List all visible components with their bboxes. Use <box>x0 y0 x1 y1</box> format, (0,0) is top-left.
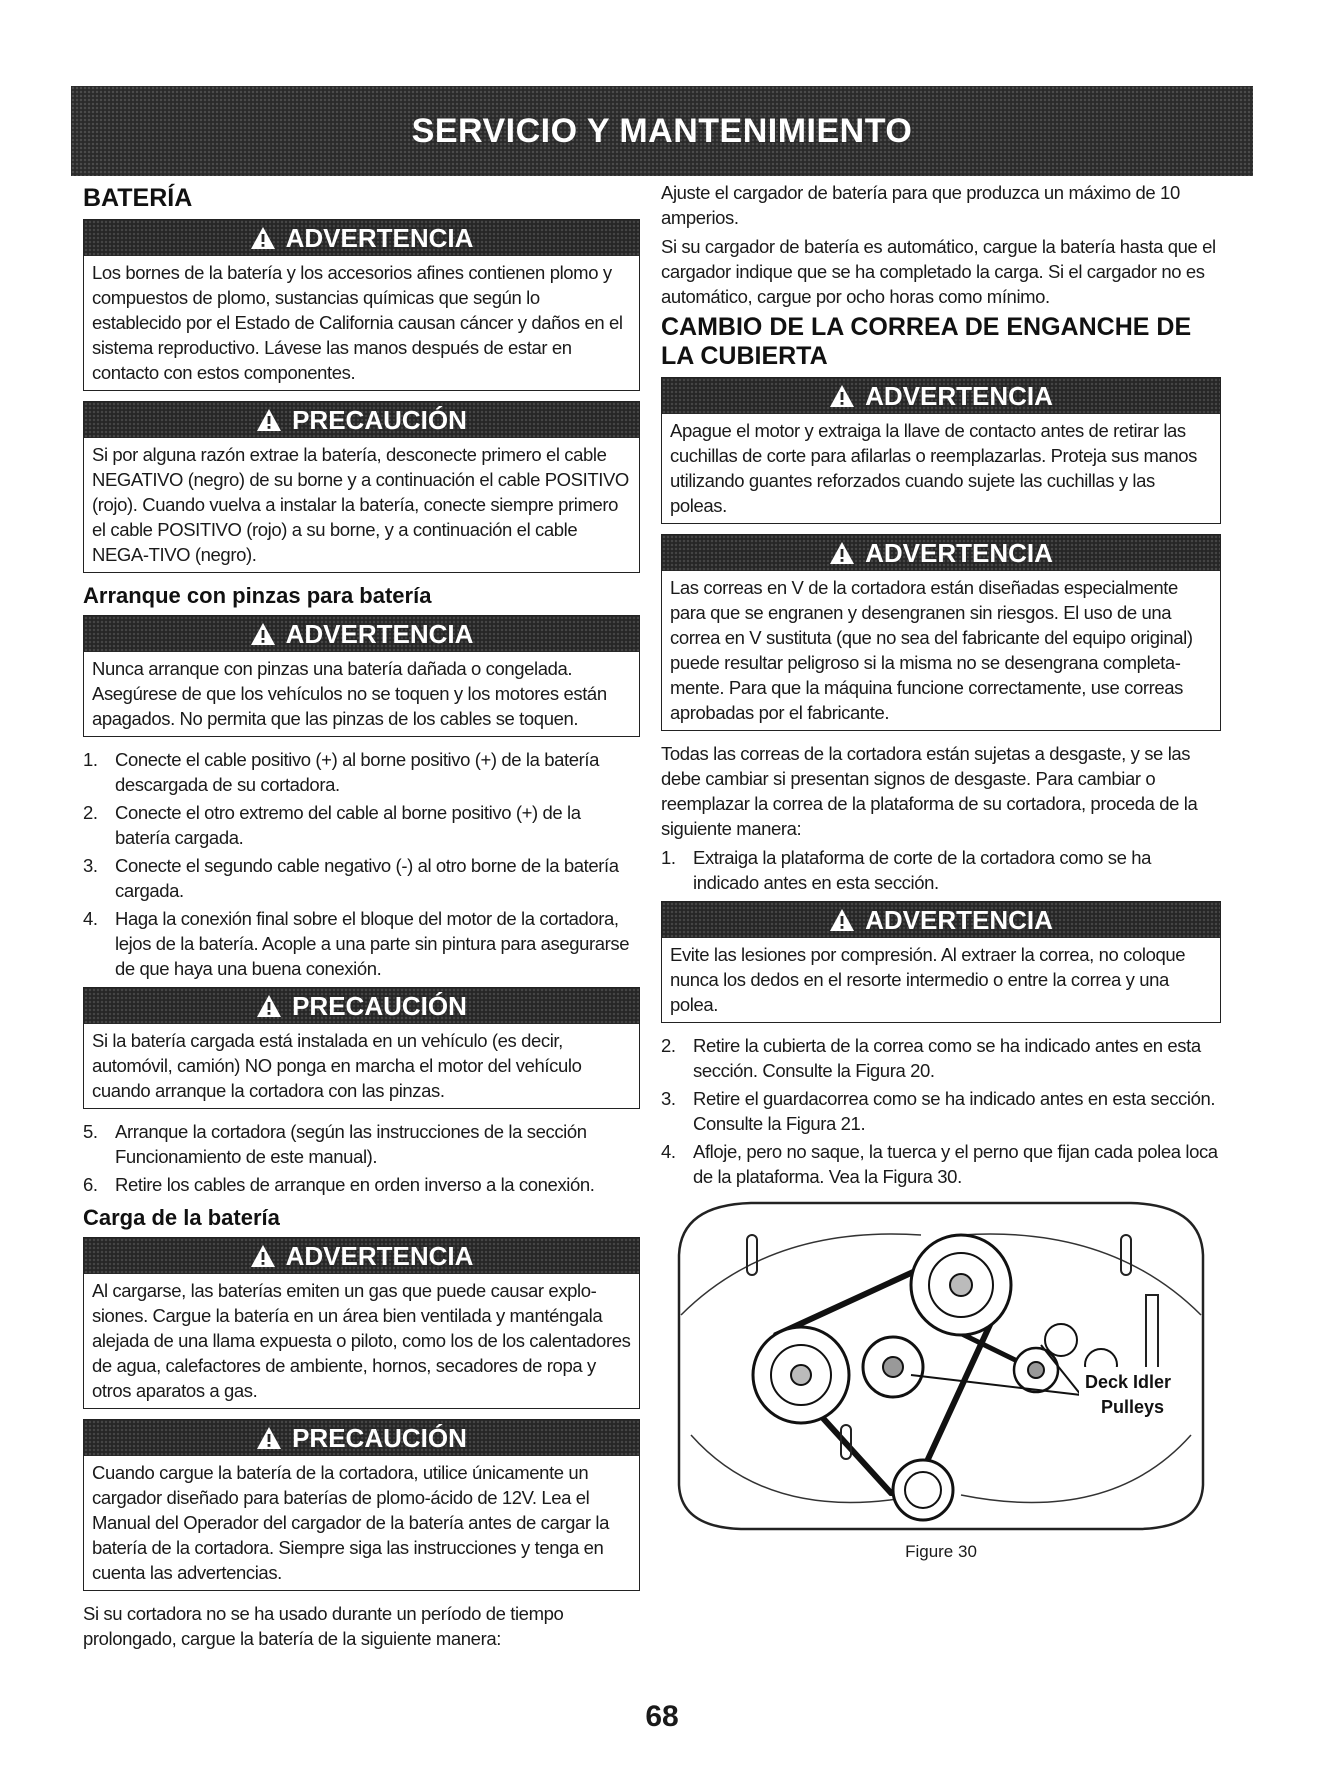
caution-box-text: Si por alguna razón extrae la batería, desconecte primero el cable NEGATIVO (negro) de su borne y a continuación el cable POSITIVO (rojo). Cuando vuelva a instalar la batería, conecte siempre primero el cable POSITIVO (rojo) a su borne, y a continuación el cable NEGA-TIVO (negro). <box>92 444 629 565</box>
warning-box-v-belts <box>661 534 1221 731</box>
warning-box-jump-start <box>83 615 640 737</box>
automatic-charger-paragraph: Si su cargador de batería es automático, cargue la batería hasta que el cargador indique que se ha completado la carga. Si el cargador no es automático, cargue por ocho horas como mínimo. <box>661 236 1216 307</box>
warning-triangle-icon <box>250 622 276 646</box>
list-item: 4. Haga la conexión final sobre el bloque del motor de la cortadora, lejos de la batería. Acople a una parte sin pintura para asegurarse de que haya una buena conexión. <box>83 908 630 979</box>
list-item: 6. Retire los cables de arranque en orden inverso a la conexión. <box>83 1174 595 1195</box>
warning-box-label: ADVERTENCIA <box>285 618 474 649</box>
warning-triangle-icon <box>250 1244 276 1268</box>
figure-30-deck-belt <box>661 1195 1221 1655</box>
warning-box-charging-gas <box>83 1237 640 1409</box>
caution-box-charger <box>83 1419 640 1591</box>
page-title: SERVICIO Y MANTENIMIENTO <box>411 111 913 150</box>
belt-steps <box>661 845 1221 895</box>
charging-intro-paragraph: Si su cortadora no se ha usado durante un período de tiempo prolongado, cargue la batería de la siguiente manera: <box>83 1603 564 1649</box>
caution-box-text: Cuando cargue la batería de la cortadora, utilice únicamente un cargador diseñado para baterías de plomo-ácido de 12V. Lea el Manual del Operador del cargador de la batería antes de cargar la batería de la cortadora. Siempre siga las instrucciones y tenga en cuenta las advertencias. <box>92 1462 610 1583</box>
list-item: 1. Conecte el cable positivo (+) al borne positivo (+) de la batería descargada de su cortadora. <box>83 749 600 795</box>
left-column <box>83 180 640 1655</box>
caution-box-label: PRECAUCIÓN <box>292 990 467 1021</box>
warning-triangle-icon <box>250 226 276 250</box>
warning-box-blades <box>661 377 1221 524</box>
jump-start-steps <box>83 747 640 981</box>
caution-box-header <box>84 1420 639 1456</box>
figure-caption: Figure 30 <box>905 1542 977 1561</box>
list-item: 5. Arranque la cortadora (según las instrucciones de la sección Funcionamiento de este manual). <box>83 1121 587 1167</box>
warning-box-text: Apague el motor y extraiga la llave de contacto antes de retirar las cuchillas de corte para afilarlas o reemplazarlas. Proteja sus manos utilizando guantes reforzados cuando sujete las cuchillas y las poleas. <box>670 420 1198 516</box>
warning-box-header <box>84 1238 639 1274</box>
page-number: 68 <box>645 1700 679 1733</box>
warning-box-lead <box>83 219 640 391</box>
belt-steps-continued <box>661 1033 1221 1189</box>
belt-wear-paragraph: Todas las correas de la cortadora están sujetas a desgaste, y se las debe cambiar si presentan signos de desgaste. Para cambiar o reemplazar la correa de la plataforma de su cortadora, proceda de la siguiente manera: <box>661 743 1198 839</box>
jump-start-subtitle: Arranque con pinzas para batería <box>83 583 432 608</box>
warning-box-label: ADVERTENCIA <box>285 222 474 253</box>
warning-box-header <box>84 616 639 652</box>
warning-box-label: ADVERTENCIA <box>865 380 1053 411</box>
warning-box-label: ADVERTENCIA <box>285 1240 474 1271</box>
warning-box-text: Nunca arranque con pinzas una batería dañada o congelada. Asegúrese de que los vehículos no se toquen y los motores están apagados. No permita que las pinzas de los cables se toquen. <box>92 658 607 729</box>
warning-triangle-icon <box>256 1426 282 1450</box>
caution-box-header <box>84 988 639 1024</box>
battery-section-title: BATERÍA <box>83 184 193 212</box>
list-item: 2. Retire la cubierta de la correa como se ha indicado antes en esta sección. Consulte la Figura 20. <box>661 1035 1201 1081</box>
list-item: 3. Retire el guardacorrea como se ha indicado antes en esta sección. Consulte la Figura 21. <box>661 1088 1216 1134</box>
warning-box-text: Las correas en V de la cortadora están diseñadas especialmente para que se engranen y desengranen sin riesgos. El uso de una correa en V sustituta (que no sea del fabricante del equipo original) puede resultar peligroso si la misma no se desengrana completa-mente. Para que la máquina funcione correctamente, use correas aprobadas por el fabricante. <box>670 577 1193 723</box>
warning-box-label: ADVERTENCIA <box>865 537 1053 568</box>
battery-charging-subtitle: Carga de la batería <box>83 1205 280 1230</box>
warning-box-text: Al cargarse, las baterías emiten un gas que puede causar explo-siones. Cargue la batería en un área bien ventilada y manténgala alejada de una llama expuesta o piloto, como los de los calentadores de agua, calefactores de ambiente, hornos, secadores de ropa y otros aparatos a gas. <box>92 1280 631 1401</box>
list-item: 4. Afloje, pero no saque, la tuerca y el perno que fijan cada polea loca de la plataforma. Vea la Figura 30. <box>661 1141 1218 1187</box>
warning-box-text: Los bornes de la batería y los accesorios afines contienen plomo y compuestos de plomo, sustancias químicas que según lo establecido por el Estado de California causan cáncer y daños en el sistema reproductivo. Lávese las manos después de estar en contacto con estos componentes. <box>92 262 623 383</box>
caution-box-header <box>84 402 639 438</box>
caution-box-label: PRECAUCIÓN <box>292 404 467 435</box>
warning-box-header <box>662 535 1220 571</box>
jump-start-steps-continued <box>83 1119 640 1197</box>
warning-box-header <box>84 220 639 256</box>
caution-box-battery-removal <box>83 401 640 573</box>
list-item: 2. Conecte el otro extremo del cable al borne positivo (+) de la batería cargada. <box>83 802 581 848</box>
warning-triangle-icon <box>829 384 855 408</box>
warning-box-header <box>662 378 1220 414</box>
warning-box-text: Evite las lesiones por compresión. Al extraer la correa, no coloque nunca los dedos en el resorte intermedio o entre la correa y una polea. <box>670 944 1186 1015</box>
warning-triangle-icon <box>256 408 282 432</box>
warning-box-pinch <box>661 901 1221 1023</box>
caution-box-text: Si la batería cargada está instalada en un vehículo (es decir, automóvil, camión) NO ponga en marcha el motor del vehículo cuando arranque la cortadora con las pinzas. <box>92 1030 582 1101</box>
warning-triangle-icon <box>256 994 282 1018</box>
list-item: 3. Conecte el segundo cable negativo (-) al otro borne de la batería cargada. <box>83 855 619 901</box>
warning-triangle-icon <box>829 541 855 565</box>
figure-label-deck-idler: Deck Idler <box>1085 1372 1172 1392</box>
deck-belt-section-title: CAMBIO DE LA CORREA DE ENGANCHE DE LA CUBIERTA <box>661 313 1192 370</box>
caution-box-label: PRECAUCIÓN <box>292 1422 467 1453</box>
warning-box-label: ADVERTENCIA <box>865 904 1053 935</box>
figure-label-pulleys: Pulleys <box>1101 1397 1165 1417</box>
caution-box-vehicle <box>83 987 640 1109</box>
right-column <box>661 180 1221 1655</box>
charger-setting-paragraph: Ajuste el cargador de batería para que produzca un máximo de 10 amperios. <box>661 182 1180 228</box>
deck-pulley-illustration <box>661 1195 1221 1535</box>
list-item: 1. Extraiga la plataforma de corte de la cortadora como se ha indicado antes en esta sección. <box>661 847 1152 893</box>
page-header-banner <box>71 86 1253 176</box>
warning-triangle-icon <box>829 908 855 932</box>
warning-box-header <box>662 902 1220 938</box>
